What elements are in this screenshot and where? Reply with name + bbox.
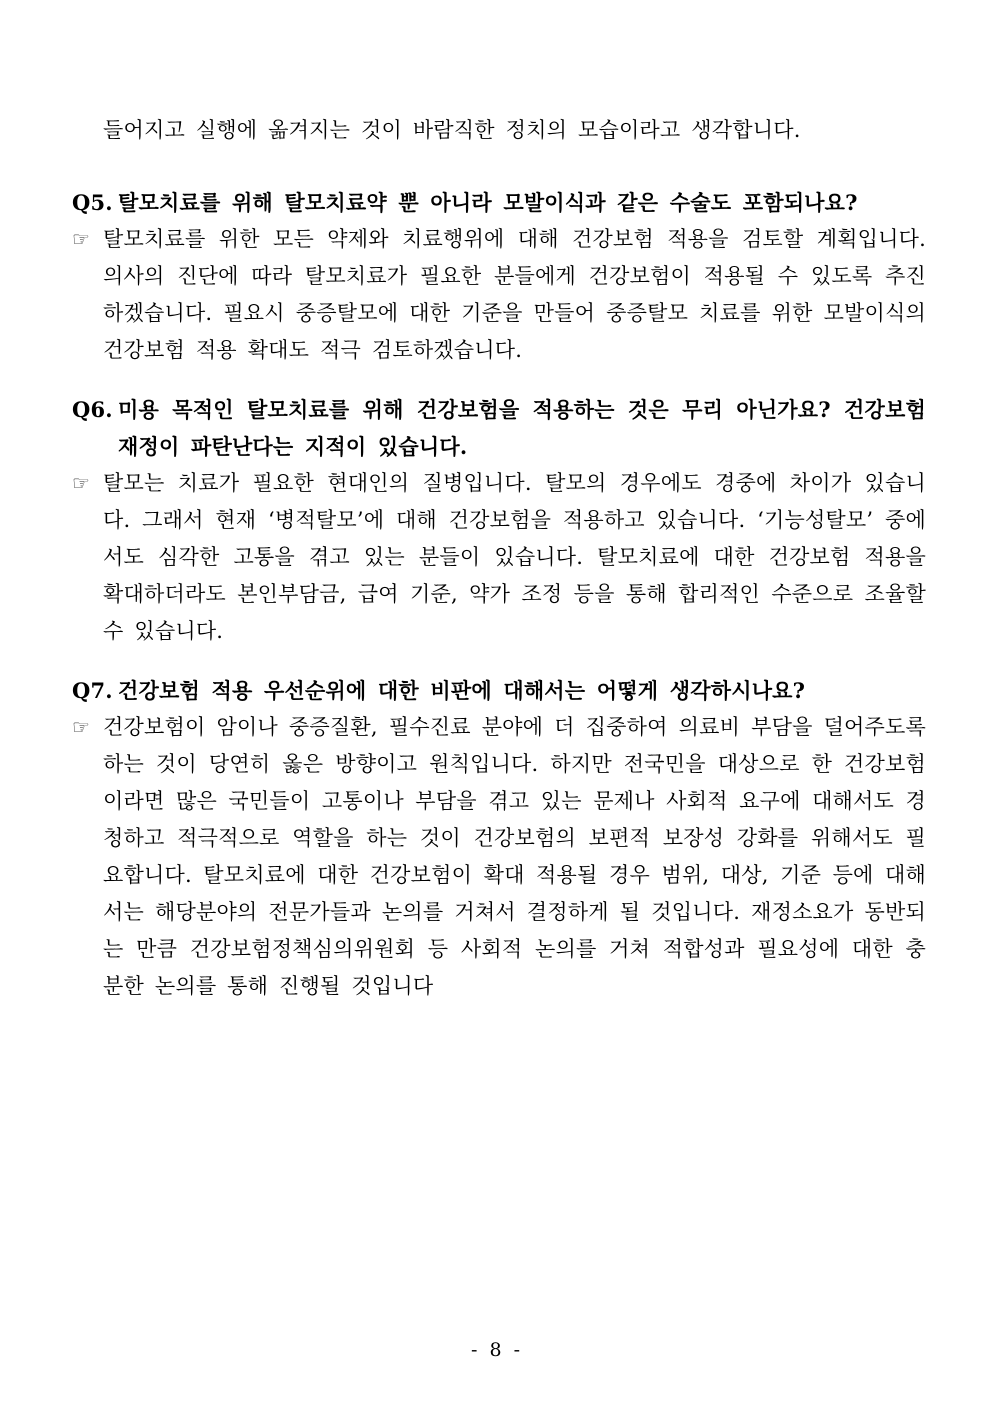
answer-q5-text: 탈모치료를 위한 모든 약제와 치료행위에 대해 건강보험 적용을 검토할 계획입니다. 의사의 진단에 따라 탈모치료가 필요한 분들에게 건강보험이 적용될 수 있도록 추진하겠습니다. 필요시 중증탈모에 대한 기준을 만들어 중증탈모 치료를 위한 모발이식의 건강보험 적용 확대도 적극 검토하겠습니다. [103, 227, 926, 362]
answer-q5-paragraph [72, 221, 926, 369]
pointing-hand-icon: ☞ [72, 227, 91, 251]
question-q5-label: Q5. [72, 190, 113, 215]
question-q5-heading [72, 184, 926, 221]
question-q6-label: Q6. [72, 397, 113, 422]
question-q5-text: 탈모치료를 위해 탈모치료약 뿐 아니라 모발이식과 같은 수술도 포함되나요? [118, 190, 858, 215]
question-q7-label: Q7. [72, 678, 113, 703]
answer-q6-text: 탈모는 치료가 필요한 현대인의 질병입니다. 탈모의 경우에도 경중에 차이가 있습니다. 그래서 현재 ‘병적탈모’에 대해 건강보험을 적용하고 있습니다. ‘기능성탈모’ 중에서도 심각한 고통을 겪고 있는 분들이 있습니다. 탈모치료에 대한 건강보험 적용을 확대하더라도 본인부담금, 급여 기준, 약가 조정 등을 통해 합리적인 수준으로 조율할 수 있습니다. [103, 471, 926, 643]
pointing-hand-icon: ☞ [72, 715, 91, 739]
pointing-hand-icon: ☞ [72, 471, 91, 495]
answer-q6-paragraph [72, 465, 926, 650]
page-number: - 8 - [470, 1339, 521, 1361]
question-q7-heading [72, 672, 926, 709]
qa-section-q7 [72, 672, 926, 1005]
qa-section-q5 [72, 184, 926, 369]
answer-q7-text: 건강보험이 암이나 중증질환, 필수진료 분야에 더 집중하여 의료비 부담을 덜어주도록 하는 것이 당연히 옳은 방향이고 원칙입니다. 하지만 전국민을 대상으로 한 건강보험이라면 많은 국민들이 고통이나 부담을 겪고 있는 문제나 사회적 요구에 대해서도 경청하고 적극적으로 역할을 하는 것이 건강보험의 보편적 보장성 강화를 위해서도 필요합니다. 탈모치료에 대한 건강보험이 확대 적용될 경우 범위, 대상, 기준 등에 대해서는 해당분야의 전문가들과 논의를 거쳐서 결정하게 될 것입니다. 재정소요가 동반되는 만큼 건강보험정책심의위원회 등 사회적 논의를 거쳐 적합성과 필요성에 대한 충분한 논의를 통해 진행될 것입니다 [103, 715, 926, 998]
question-q6-text: 미용 목적인 탈모치료를 위해 건강보험을 적용하는 것은 무리 아닌가요? 건강보험 재정이 파탄난다는 지적이 있습니다. [118, 397, 926, 459]
paragraph-continuation: 들어지고 실행에 옮겨지는 것이 바람직한 정치의 모습이라고 생각합니다. [103, 118, 801, 142]
qa-section-q6 [72, 391, 926, 650]
question-q7-text: 건강보험 적용 우선순위에 대한 비판에 대해서는 어떻게 생각하시나요? [118, 678, 806, 703]
question-q6-heading [72, 391, 926, 465]
answer-q7-paragraph [72, 709, 926, 1005]
